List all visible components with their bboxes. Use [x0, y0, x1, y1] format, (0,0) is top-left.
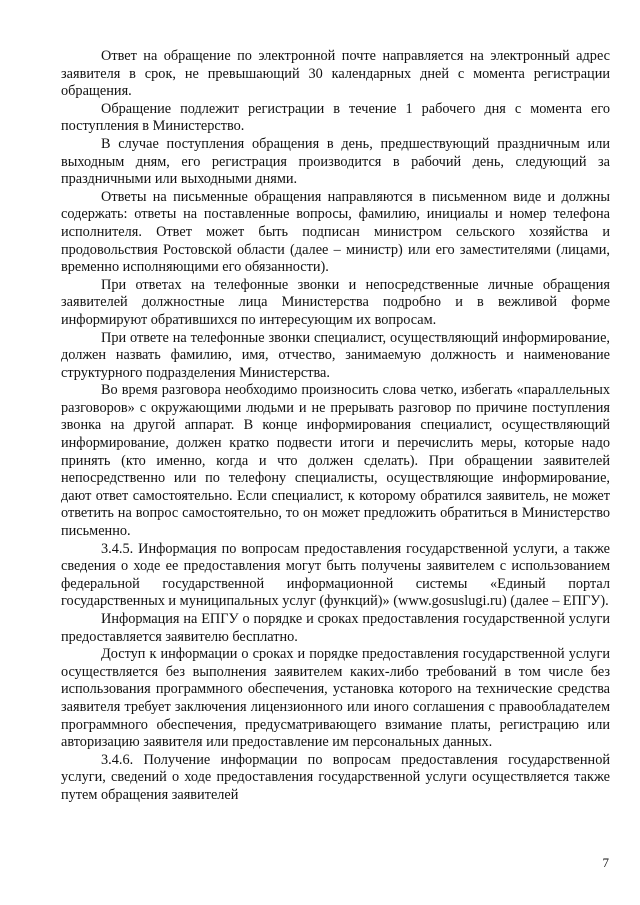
paragraph-written-answers: Ответы на письменные обращения направляются в письменном виде и должны содержать: ответы на поставленные вопросы, фамилию, инициалы и номер телефона исполнителя. Ответ может быть подписан министром сельского хозяйства и продовольствия Ростовской области (далее – министр) или его заместителями (лицами, временно исполняющими его обязанности). [61, 188, 610, 276]
paragraph-registration: Обращение подлежит регистрации в течение 1 рабочего дня с момента его поступления в Министерство. [61, 100, 610, 135]
document-body [61, 48, 610, 805]
paragraph-phone-answer: При ответе на телефонные звонки специалист, осуществляющий информирование, должен назвать фамилию, имя, отчество, занимаемую должность и наименование структурного подразделения Министерства. [61, 329, 610, 381]
paragraph-3-4-5: 3.4.5. Информация по вопросам предоставления государственной услуги, а также сведения о ходе ее предоставления могут быть получены заявителем с использованием федеральной государственной информационной системы «Единый портал государственных и муниципальных услуг (функций)» (www.gosuslugi.ru) (далее – ЕПГУ). [61, 540, 610, 610]
paragraph-epgu-free: Информация на ЕПГУ о порядке и сроках предоставления государственной услуги предоставляется заявителю бесплатно. [61, 611, 610, 645]
paragraph-phone-personal: При ответах на телефонные звонки и непосредственные личные обращения заявителей должностные лица Министерства подробно и в вежливой форме информируют обратившихся по интересующим их вопросам. [61, 276, 610, 328]
paragraph-conversation: Во время разговора необходимо произносить слова четко, избегать «параллельных разговоров» с окружающими людьми и не прерывать разговор по причине поступления звонка на другой аппарат. В конце информирования специалист, осуществляющий информирование, должен кратко подвести итоги и перечислить меры, которые надо принять (кто именно, когда и что должен сделать). При обращении заявителей непосредственно или по телефону специалисты, осуществляющие информирование, дают ответ самостоятельно. Если специалист, к которому обратился заявитель, не может ответить на вопрос самостоятельно, то он может предложить обратиться в Министерство письменно. [61, 382, 610, 540]
paragraph-3-4-6: 3.4.6. Получение информации по вопросам предоставления государственной услуги, сведений о ходе предоставления государственной услуги осуществляется также путем обращения заявителей [61, 751, 610, 803]
paragraph-holiday-registration: В случае поступления обращения в день, предшествующий праздничным или выходным дням, его регистрация производится в рабочий день, следующий за праздничными или выходными днями. [61, 135, 610, 188]
paragraph-email-response: Ответ на обращение по электронной почте направляется на электронный адрес заявителя в срок, не превышающий 30 календарных дней с момента регистрации обращения. [61, 48, 610, 100]
page-number: 7 [602, 855, 609, 870]
paragraph-access: Доступ к информации о сроках и порядке предоставления государственной услуги осуществляется без выполнения заявителем каких-либо требований в том числе без использования программного обеспечения, установка которого на технические средства заявителя требует заключения лицензионного или иного соглашения с правообладателем программного обеспечения, предусматривающего взимание платы, регистрацию или авторизацию заявителя или предоставление им персональных данных. [61, 646, 610, 751]
